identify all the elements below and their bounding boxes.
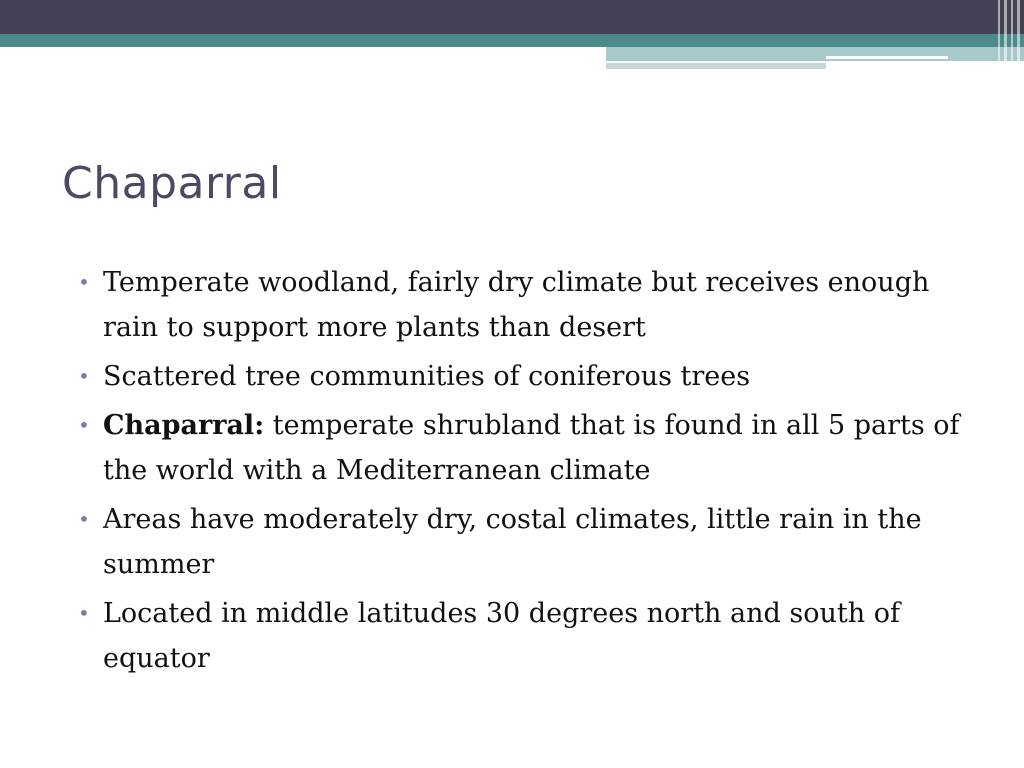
bullet-text: Located in middle latitudes 30 degrees north and south of equator — [103, 598, 900, 674]
header-band-thin — [826, 56, 948, 59]
header-band-light — [606, 47, 1024, 61]
header-stripes — [994, 0, 1024, 70]
bullet-dot-icon: • — [78, 364, 90, 388]
bullet-text: Areas have moderately dry, costal climates, little rain in the summer — [103, 504, 922, 580]
bullet-item — [72, 497, 972, 587]
bullet-text: Scattered tree communities of coniferous trees — [103, 361, 751, 392]
bullet-lead: Chaparral: — [103, 410, 265, 441]
bullet-dot-icon: • — [78, 270, 90, 294]
bullet-list — [72, 260, 972, 685]
bullet-item — [72, 354, 972, 399]
bullet-dot-icon: • — [78, 413, 90, 437]
bullet-dot-icon: • — [78, 507, 90, 531]
bullet-item — [72, 403, 972, 493]
bullet-text: Temperate woodland, fairly dry climate but receives enough rain to support more plants than desert — [103, 267, 930, 343]
header-band-dark — [0, 0, 1024, 34]
header-band-light-secondary — [606, 63, 826, 69]
bullet-dot-icon: • — [78, 601, 90, 625]
header-band-teal — [0, 34, 1024, 47]
bullet-text: temperate shrubland that is found in all 5 parts of the world with a Mediterranean climate — [103, 410, 960, 486]
slide-title: Chaparral — [62, 158, 282, 209]
bullet-item — [72, 591, 972, 681]
bullet-item — [72, 260, 972, 350]
